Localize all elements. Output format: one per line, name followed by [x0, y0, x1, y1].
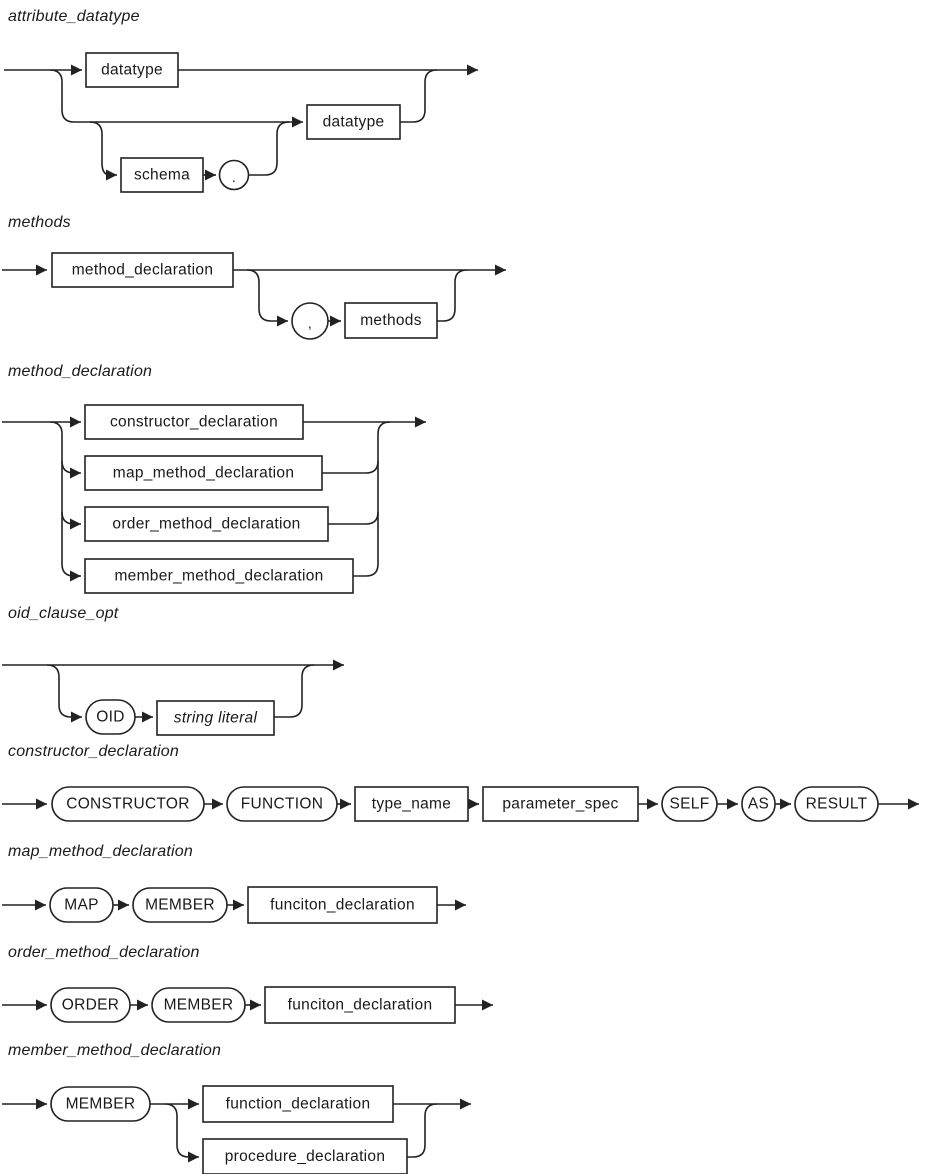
connector-line	[407, 1104, 437, 1157]
node-label: datatype	[101, 61, 163, 79]
connector-line	[47, 665, 82, 717]
section-title: method_declaration	[8, 363, 153, 380]
node-label: funciton_declaration	[270, 896, 415, 914]
section-title: constructor_declaration	[8, 743, 179, 760]
node-label: constructor_declaration	[109, 413, 279, 431]
node-label: schema	[133, 166, 191, 184]
node-label: MAP	[64, 896, 99, 914]
connector-line	[353, 564, 378, 576]
node-label: function_declaration	[225, 1095, 371, 1113]
connector-line	[437, 270, 467, 321]
connector-line	[62, 461, 81, 473]
section-method-declaration	[2, 363, 426, 593]
node-label: RESULT	[805, 795, 868, 813]
node-label: map_method_declaration	[112, 464, 295, 482]
node-label: procedure_declaration	[224, 1148, 386, 1165]
connector-line	[90, 122, 117, 175]
section-oid-clause-opt	[2, 605, 344, 735]
node-label: order_method_declaration	[112, 515, 301, 533]
node-label: FUNCTION	[240, 795, 324, 813]
section-member-method-declaration	[2, 1042, 471, 1174]
section-title: oid_clause_opt	[8, 605, 119, 622]
section-title: methods	[8, 214, 71, 231]
connector-line	[274, 665, 314, 717]
section-title: member_method_declaration	[8, 1042, 222, 1059]
node-label: CONSTRUCTOR	[66, 795, 190, 813]
node-label: string literal	[173, 709, 258, 727]
connector-line	[247, 270, 288, 321]
node-label: type_name	[371, 795, 452, 813]
node-label: ORDER	[61, 996, 120, 1014]
connector-line	[50, 422, 81, 576]
connector-line	[378, 422, 390, 564]
node-label: MEMBER	[65, 1095, 136, 1113]
node-label: OID	[96, 708, 125, 726]
node-label: parameter_spec	[502, 795, 619, 813]
node-label: member_method_declaration	[114, 567, 324, 585]
connector-line	[165, 1104, 199, 1157]
section-title: attribute_datatype	[8, 8, 140, 25]
section-title: map_method_declaration	[8, 843, 193, 860]
section-constructor-declaration	[2, 743, 919, 821]
section-order-method-declaration	[2, 944, 493, 1023]
connector-line	[62, 512, 81, 524]
node-label: MEMBER	[163, 996, 234, 1014]
connector-line	[328, 512, 378, 524]
node-label: MEMBER	[145, 896, 215, 914]
node-label: AS	[747, 795, 770, 813]
node-label: method_declaration	[71, 261, 214, 279]
node-label: datatype	[322, 113, 385, 131]
section-attribute-datatype	[4, 8, 478, 192]
node-label: SELF	[669, 795, 710, 813]
node-label: methods	[360, 312, 422, 329]
node-label: ,	[307, 315, 313, 331]
section-title: order_method_declaration	[8, 944, 200, 961]
connector-line	[400, 70, 437, 122]
section-map-method-declaration	[2, 843, 466, 923]
connector-line	[249, 122, 290, 175]
section-methods	[2, 214, 506, 339]
node-label: .	[231, 169, 237, 185]
connector-line	[322, 461, 378, 473]
node-label: funciton_declaration	[287, 996, 433, 1014]
